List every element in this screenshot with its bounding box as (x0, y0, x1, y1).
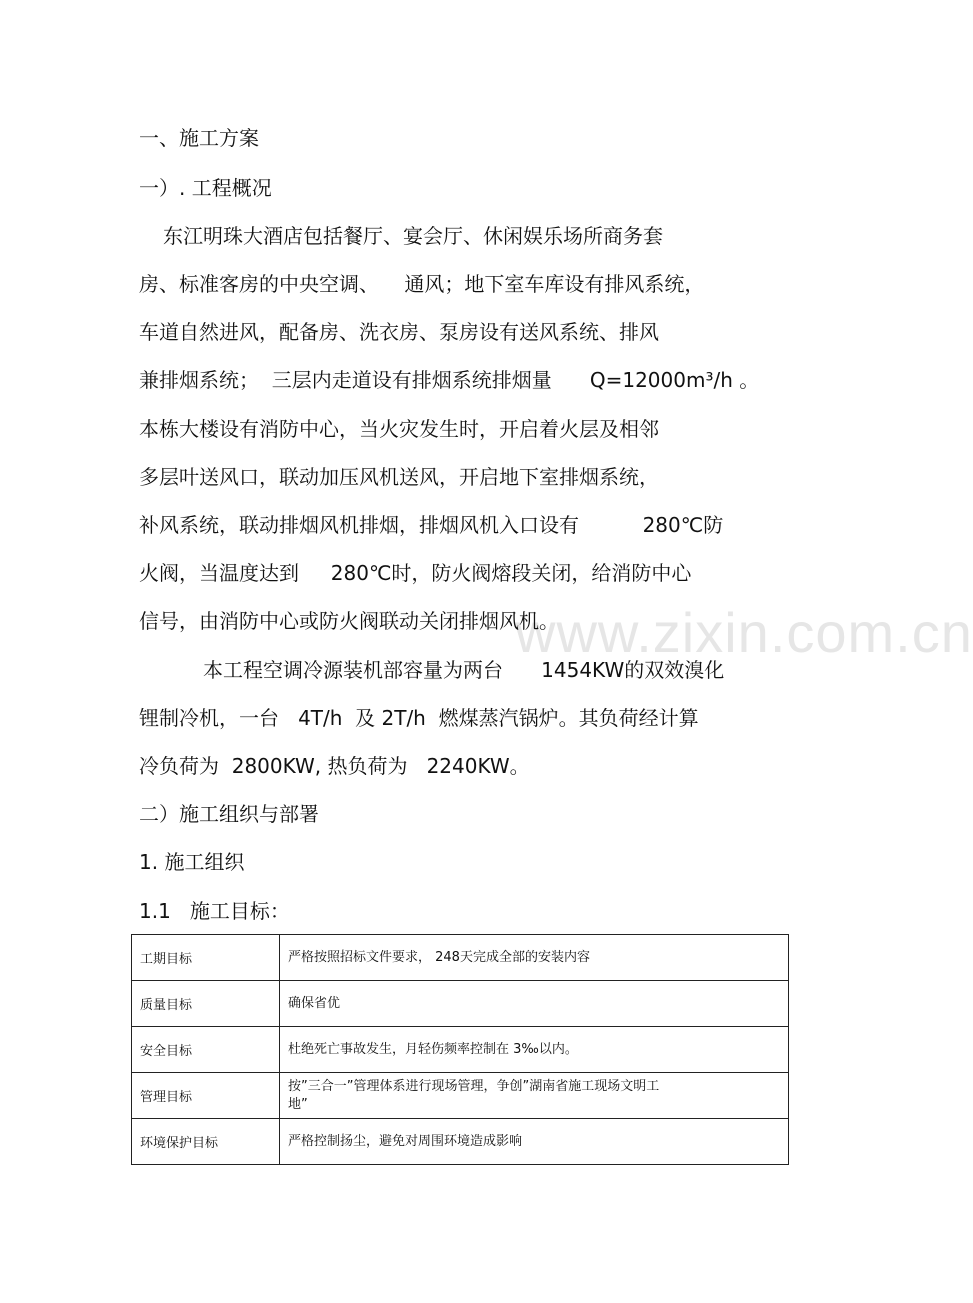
subsection-heading: 二）施工组织与部署 (139, 802, 319, 826)
table-row (132, 1073, 789, 1119)
goal-label: 管理目标 (132, 1073, 280, 1119)
goal-label: 环境保护目标 (132, 1119, 280, 1165)
watermark: www.zixin.com.cn (515, 601, 973, 664)
paragraph-line: 东江明珠大酒店包括餐厅、宴会厅、休闲娱乐场所商务套 (163, 224, 663, 248)
goal-label: 质量目标 (132, 981, 280, 1027)
paragraph-line: 锂制冷机，一台 4T/h 及 2T/h 燃煤蒸汽锅炉。其负荷经计算 (139, 706, 699, 730)
paragraph-line: 房、标准客房的中央空调、 通风；地下室车库设有排风系统， (139, 272, 705, 296)
table-row (132, 1119, 789, 1165)
goal-label: 安全目标 (132, 1027, 280, 1073)
subsection-heading: 1. 施工组织 (139, 850, 245, 874)
paragraph-line: 兼排烟系统； 三层内走道设有排烟系统排烟量 Q=12000m³/h 。 (139, 368, 760, 392)
subsection-heading: 一）. 工程概况 (139, 176, 272, 200)
paragraph-line: 补风系统，联动排烟风机排烟，排烟风机入口设有 280℃防 (139, 513, 724, 537)
paragraph-line: 信号，由消防中心或防火阀联动关闭排烟风机。 (139, 609, 559, 633)
paragraph-line: 多层叶送风口，联动加压风机送风，开启地下室排烟系统， (139, 465, 659, 489)
table-row (132, 935, 789, 981)
goal-label: 工期目标 (132, 935, 280, 981)
paragraph-line: 车道自然进风，配备房、洗衣房、泵房设有送风系统、排风 (139, 320, 659, 344)
table-row (132, 981, 789, 1027)
goal-value: 杜绝死亡事故发生，月轻伤频率控制在 3‰以内。 (280, 1027, 789, 1073)
goal-value: 严格控制扬尘，避免对周围环境造成影响 (280, 1119, 789, 1165)
table-row (132, 1027, 789, 1073)
paragraph-line: 冷负荷为 2800KW, 热负荷为 2240KW。 (139, 754, 530, 778)
section-heading: 一、施工方案 (139, 126, 259, 150)
goal-value: 严格按照招标文件要求， 248天完成全部的安装内容 (280, 935, 789, 981)
paragraph-line: 本工程空调冷源装机部容量为两台 1454KW的双效溴化 (203, 658, 725, 682)
paragraph-line: 本栋大楼设有消防中心，当火灾发生时，开启着火层及相邻 (139, 417, 659, 441)
goal-value: 确保省优 (280, 981, 789, 1027)
goal-value: 按”三合一”管理体系进行现场管理，争创”湖南省施工现场文明工 地” (280, 1073, 789, 1119)
goals-table (131, 934, 789, 1165)
subsection-heading: 1.1 施工目标： (139, 899, 290, 923)
paragraph-line: 火阀，当温度达到 280℃时，防火阀熔段关闭，给消防中心 (139, 561, 692, 585)
